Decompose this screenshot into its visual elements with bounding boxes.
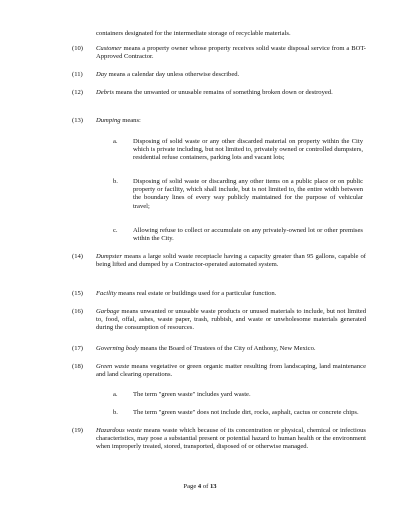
- definition-text: Garbage means unwanted or unusable waste products or unused materials to include, but not limited to, food, offal, ashes, waste paper, trash, rubbish, and waste or unwholesome materials generated during the consumption of resources.: [96, 308, 366, 332]
- definition-number: (17): [72, 345, 83, 352]
- definition-number: (12): [72, 89, 83, 96]
- definition-term: Dumpster: [96, 253, 123, 260]
- definition-term: Garbage: [96, 308, 120, 315]
- definition-text: Dumpster means a large solid waste receptacle having a capacity greater than 95 gallons, capable of being lifted and dumped by a Contractor-operated automated system.: [96, 253, 366, 269]
- sub-item-label: b.: [113, 409, 118, 416]
- sub-item-text: The term "green waste" includes yard waste.: [133, 391, 251, 398]
- definition-text: Debris means the unwanted or unusable remains of something broken down or destroyed.: [96, 89, 333, 96]
- definition-number: (19): [72, 427, 83, 434]
- definition-term: Hazardous waste: [96, 427, 142, 434]
- definition-number: (14): [72, 253, 83, 260]
- definition-term: Green waste: [96, 363, 130, 370]
- sub-item-label: a.: [113, 391, 118, 398]
- definition-text: Green waste means vegetative or green organic matter resulting from landscaping, land maintenance and land clearing operations.: [96, 363, 366, 379]
- definition-number: (18): [72, 363, 83, 370]
- definition-number: (10): [72, 45, 83, 52]
- definition-text: Customer means a property owner whose property receives solid waste disposal service from a BOT-Approved Contractor.: [96, 45, 366, 61]
- sub-item-text: Disposing of solid waste or discarding any other items on a public place or on public property or facility, which shall include, but is not limited to, the entire width between the boundary lines of every way publicly maintained for the purpose of vehicular travel;: [133, 178, 363, 210]
- page-footer: Page 4 of 13: [183, 483, 217, 490]
- sub-item-text: Disposing of solid waste or any other discarded material on property within the City which is private including, but not limited to, privately owned or controlled dumpsters, residential refuse containers, parking lots and vacant lots;: [133, 138, 363, 162]
- sub-item-label: a.: [113, 138, 118, 145]
- definition-text: Dumping means:: [96, 117, 141, 124]
- definition-term: Day: [96, 71, 107, 78]
- total-page-count: 13: [209, 483, 217, 490]
- definition-term: Governing body: [96, 345, 139, 352]
- definition-number: (11): [72, 71, 83, 78]
- definition-text: Facility means real estate or buildings used for a particular function.: [96, 290, 277, 297]
- sub-item-text: The term "green waste" does not include dirt, rocks, asphalt, cactus or concrete chips.: [133, 409, 359, 416]
- sub-item-label: b.: [113, 178, 118, 185]
- continued-text: containers designated for the intermediate storage of recyclable materials.: [96, 30, 291, 37]
- definition-number: (16): [72, 308, 83, 315]
- definition-term: Debris: [96, 89, 114, 96]
- definition-number: (15): [72, 290, 83, 297]
- definition-term: Facility: [96, 290, 117, 297]
- current-page-number: 4: [197, 483, 202, 490]
- sub-item-label: c.: [113, 227, 118, 234]
- definition-term: Customer: [96, 45, 122, 52]
- definition-term: Dumping: [96, 117, 121, 124]
- sub-item-text: Allowing refuse to collect or accumulate on any privately-owned lot or other premises within the City.: [133, 227, 363, 243]
- definition-number: (13): [72, 117, 83, 124]
- definition-text: Day means a calendar day unless otherwise described.: [96, 71, 240, 78]
- definition-text: Governing body means the Board of Trustees of the City of Anthony, New Mexico.: [96, 345, 316, 352]
- definition-text: Hazardous waste means waste which because of its concentration or physical, chemical or infectious characteristics, may pose a substantial present or potential hazard to human health or the environment when improperly treated, stored, transported, disposed of or otherwise managed.: [96, 427, 366, 451]
